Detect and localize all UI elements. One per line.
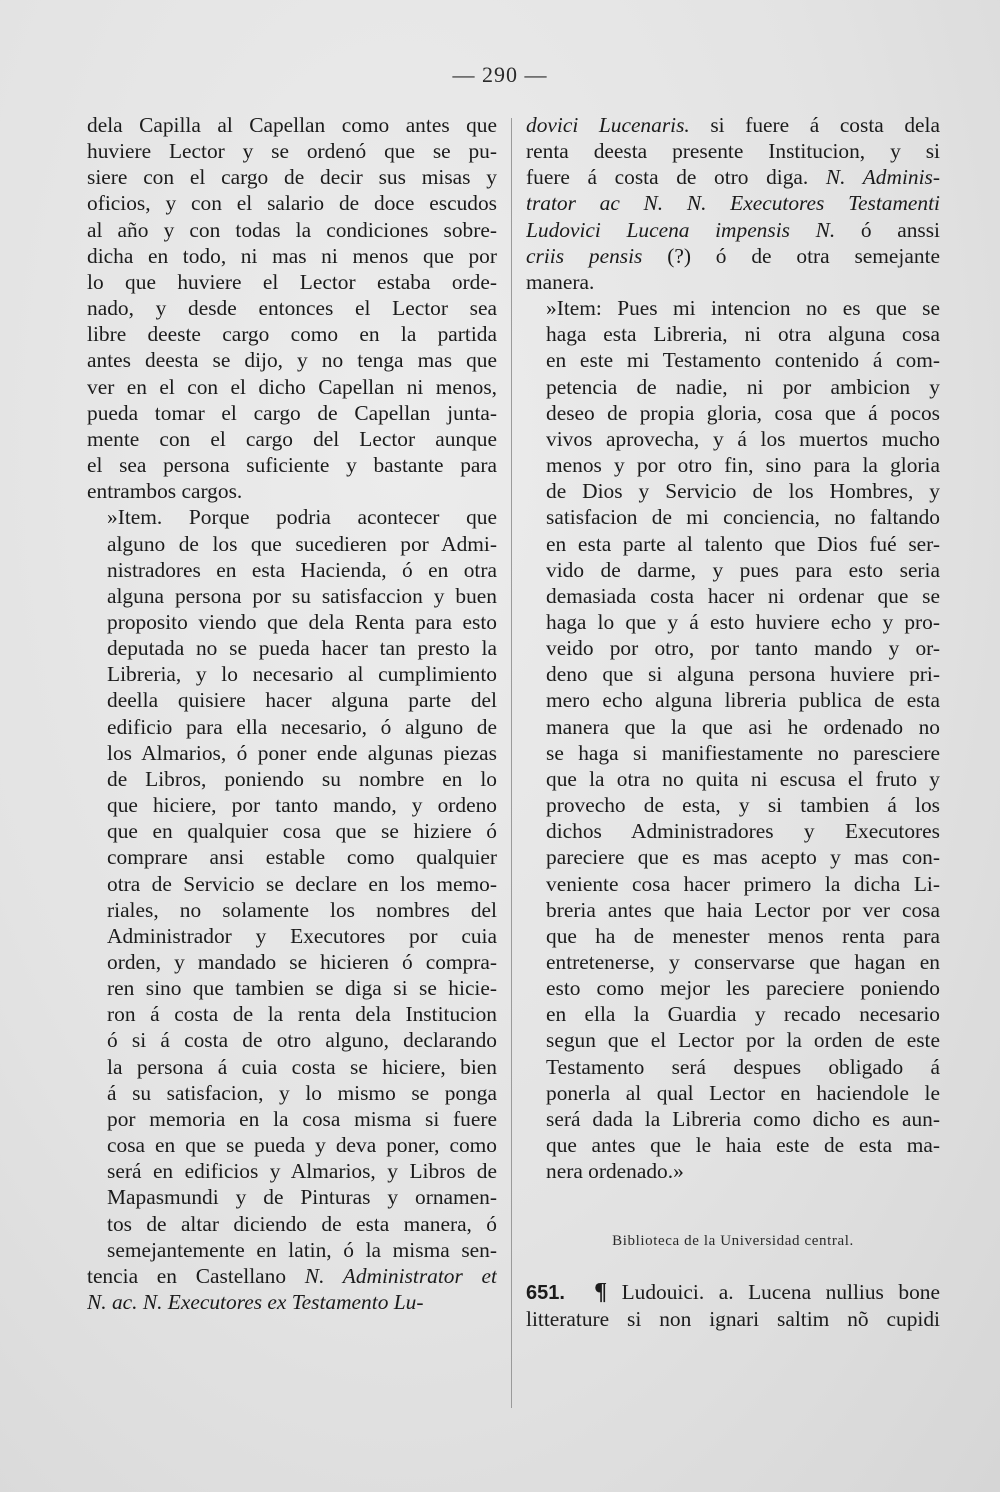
left-paragraph-2-line: que hiciere, por tanto mando, y ordeno: [107, 793, 497, 818]
right-paragraph-2-line: será dada la Libreria como dicho es aun-: [546, 1106, 940, 1131]
right-paragraph-2-line: petencia de nadie, ni por ambicion y: [546, 374, 940, 399]
left-paragraph-1-line: siere con el cargo de decir sus misas y: [87, 165, 497, 190]
right-line-1: dovici Lucenaris. si fuere á costa dela: [526, 113, 940, 137]
right-line-4: trator ac N. N. Executores Testamenti: [526, 191, 940, 216]
right-line-2: renta deesta presente Institucion, y si: [526, 139, 940, 164]
right-paragraph-2-line: deseo de propia gloria, cosa que á pocos: [546, 400, 940, 425]
right-paragraph-2-line: nera ordenado.»: [546, 1159, 684, 1184]
left-paragraph-1-line: entrambos cargos.: [87, 479, 243, 504]
catalog-entry-line-1: 651. ¶ Ludouici. a. Lucena nullius bone: [526, 1278, 940, 1305]
left-paragraph-2-line: otra de Servicio se declare en los memo-: [107, 871, 497, 896]
right-paragraph-2-line: que ha de menester menos renta para: [546, 923, 940, 948]
right-paragraph-2-line: breria antes que haia Lector por ver cosa: [546, 897, 940, 922]
right-paragraph-2-line: dichos Administradores y Executores: [546, 819, 940, 844]
left-line-45: N. ac. N. Executores ex Testamento Lu-: [87, 1290, 424, 1315]
left-paragraph-1-line: pueda tomar el cargo de Capellan junta-: [87, 400, 497, 425]
right-paragraph-2-line: demasiada costa hacer ni ordenar que se: [546, 583, 940, 608]
left-paragraph-1-line: dicha en todo, ni mas ni menos que por: [87, 243, 497, 268]
right-paragraph-2-line: de Dios y Servicio de los Hombres, y: [546, 479, 940, 504]
left-paragraph-2-line: riales, no solamente los nombres del: [107, 897, 497, 922]
right-paragraph-2-line: vido de darme, y pues para esto seria: [546, 557, 940, 582]
right-paragraph-2-line: manera que la que asi he ordenado no: [546, 714, 940, 739]
right-paragraph-2-line: satisfacion de mi conciencia, no faltando: [546, 505, 940, 530]
right-paragraph-2-line: vivos aprovecha, y á los muertos mucho: [546, 426, 940, 451]
left-paragraph-1-line: al año y con todas la condiciones sobre-: [87, 217, 497, 242]
left-paragraph-2-line: Mapasmundi y de Pinturas y ornamen-: [107, 1185, 497, 1210]
left-paragraph-2-line: será en edificios y Almarios, y Libros de: [107, 1159, 497, 1184]
left-line-44: tencia en Castellano N. Administrator et: [87, 1263, 497, 1288]
right-paragraph-2-line: esto como mejor les pareciere poniendo: [546, 976, 940, 1001]
right-line-3: fuere á costa de otro diga. N. Adminis-: [526, 165, 940, 190]
left-paragraph-1-line: el sea persona suficiente y bastante para: [87, 453, 497, 478]
left-column: [87, 112, 497, 1315]
left-paragraph-1-line: huviere Lector y se ordenó que se pu-: [87, 139, 497, 164]
left-paragraph-2-line: por memoria en la cosa misma si fuere: [107, 1106, 497, 1131]
left-paragraph-2-line: edificio para ella necesario, ó alguno de: [107, 714, 497, 739]
left-paragraph-2-line: alguno de los que sucedieren por Admi-: [107, 531, 497, 556]
left-paragraph-2-line: Libreria, y lo necesario al cumplimiento: [107, 662, 497, 687]
left-paragraph-1-line: oficios, y con el salario de doce escudos: [87, 191, 497, 216]
left-paragraph-1-line: lo que huviere el Lector estaba orde-: [87, 269, 497, 294]
right-paragraph-2-line: haga esta Libreria, ni otra alguna cosa: [546, 322, 940, 347]
left-paragraph-1-line: nado, y desde entonces el Lector sea: [87, 296, 497, 321]
right-paragraph-2-line: que antes que le haia este de esta ma-: [546, 1133, 940, 1158]
left-paragraph-2-line: proposito viendo que dela Renta para esto: [107, 609, 497, 634]
left-paragraph-2-line: cosa en que se pueda y deva poner, como: [107, 1133, 497, 1158]
right-paragraph-2-line: ponerla al qual Lector en haciendole le: [546, 1080, 940, 1105]
right-paragraph-2-line: en este mi Testamento contenido á com-: [546, 348, 940, 373]
left-paragraph-1-line: ver en el con el dicho Capellan ni menos,: [87, 374, 497, 399]
left-paragraph-2-line: »Item. Porque podria acontecer que: [107, 505, 497, 530]
pilcrow-icon: ¶: [594, 1278, 608, 1305]
right-paragraph-2-line: menos y por otro fin, sino para la gloria: [546, 453, 940, 478]
right-column: [526, 112, 940, 1332]
right-paragraph-2-line: veido por otro, por tanto mando y or-: [546, 636, 940, 661]
left-paragraph-2: [87, 504, 497, 1263]
left-paragraph-2-line: semejantemente en latin, ó la misma sen-: [107, 1237, 497, 1262]
right-paragraph-2-line: provecho de esta, y si tambien á los: [546, 793, 940, 818]
left-paragraph-2-line: de Libros, poniendo su nombre en lo: [107, 766, 497, 791]
right-paragraph-2-line: entretenerse, y conservarse que hagan en: [546, 950, 940, 974]
right-line-6: criis pensis (?) ó de otra semejante: [526, 243, 940, 268]
right-paragraph-2-line: veniente cosa hacer primero la dicha Li-: [546, 871, 940, 896]
left-paragraph-2-line: que en qualquier cosa que se hiziere ó: [107, 819, 497, 844]
left-paragraph-2-line: Administrador y Executores por cuia: [107, 923, 497, 948]
left-paragraph-1-line: dela Capilla al Capellan como antes que: [87, 113, 497, 137]
catalog-entry-line-2: litterature si non ignari saltim nõ cupidi: [526, 1306, 940, 1331]
right-paragraph-2-line: en ella la Guardia y recado necesario: [546, 1002, 940, 1027]
right-paragraph-2-line: pareciere que es mas acepto y mas con-: [546, 845, 940, 870]
left-paragraph-2-line: á su satisfacion, y lo mismo se ponga: [107, 1080, 497, 1105]
left-paragraph-1: [87, 112, 497, 504]
right-paragraph-2-line: mero echo alguna libreria publica de esta: [546, 688, 940, 713]
left-paragraph-2-line: tos de altar diciendo de esta manera, ó: [107, 1211, 497, 1236]
left-paragraph-2-line: ó si á costa de otro alguno, declarando: [107, 1028, 497, 1053]
right-line-7: manera.: [526, 269, 595, 294]
right-line-5: Ludovici Lucena impensis N. ó anssi: [526, 217, 940, 242]
left-paragraph-2-line: alguna persona por su satisfaccion y buen: [107, 583, 497, 608]
entry-number: 651.: [526, 1281, 565, 1304]
page-number: — 290 —: [452, 62, 548, 87]
left-paragraph-2-line: ron á costa de la renta dela Institucion: [107, 1002, 497, 1027]
right-paragraph-2-line: deno que si alguna persona huviere pri-: [546, 662, 940, 687]
catalog-entry: [526, 1279, 940, 1332]
left-paragraph-2-line: la persona á cuia costa se hiciere, bien: [107, 1054, 497, 1079]
left-paragraph-2-line: deella quisiere hacer alguna parte del: [107, 688, 497, 713]
right-paragraph-2: [526, 295, 940, 1184]
right-paragraph-2-line: Testamento será despues obligado á: [546, 1054, 940, 1079]
right-paragraph-2-line: »Item: Pues mi intencion no es que se: [546, 296, 940, 321]
left-paragraph-1-line: mente con el cargo del Lector aunque: [87, 426, 497, 451]
right-paragraph-2-line: se haga si manifiestamente no paresciere: [546, 740, 940, 765]
right-paragraph-2-line: que la otra no quita ni escusa el fruto y: [546, 766, 940, 791]
left-paragraph-1-line: antes deesta se dijo, y no tenga mas que: [87, 348, 497, 373]
left-paragraph-1-line: libre deeste cargo como en la partida: [87, 322, 497, 347]
left-paragraph-2-line: ren sino que tambien se diga si se hicie-: [107, 976, 497, 1001]
left-paragraph-2-line: comprare ansi estable como qualquier: [107, 845, 497, 870]
left-paragraph-2-line: los Almarios, ó poner ende algunas piezas: [107, 740, 497, 765]
left-paragraph-2-line: orden, y mandado se hicieren ó compra-: [107, 950, 497, 974]
library-caption: Biblioteca de la Universidad central.: [612, 1233, 854, 1250]
right-paragraph-2-line: en esta parte al talento que Dios fué ser-: [546, 531, 940, 556]
left-paragraph-2-line: nistradores en esta Hacienda, ó en otra: [107, 557, 497, 582]
right-paragraph-2-line: segun que el Lector por la orden de este: [546, 1028, 940, 1053]
column-divider: [511, 118, 512, 1408]
left-paragraph-2-line: deputada no se pueda hacer tan presto la: [107, 636, 497, 661]
right-paragraph-2-line: haga lo que y á esto huviere echo y pro-: [546, 609, 940, 634]
